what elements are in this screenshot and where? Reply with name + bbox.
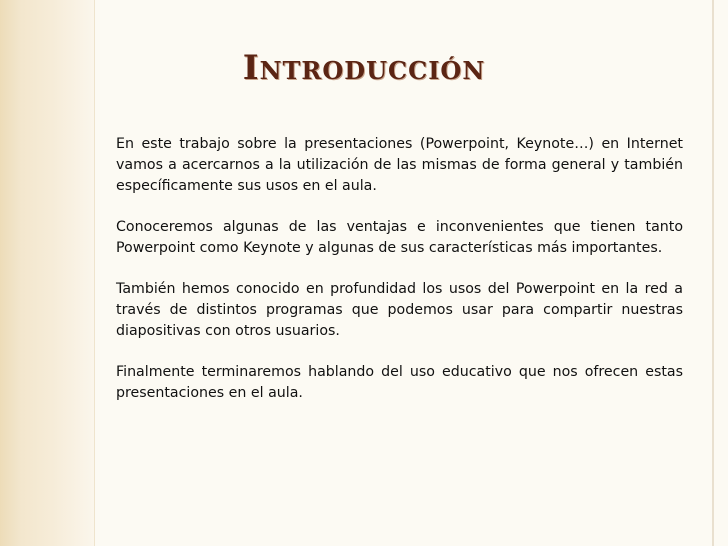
paragraph-1: En este trabajo sobre la presentaciones (Powerpoint, Keynote…) en Internet vamos a acercarnos a la utilización de las mismas de forma general y también específicamente sus usos en el aula.: [116, 136, 683, 194]
paragraph-3: También hemos conocido en profundidad los usos del Powerpoint en la red a través de distintos programas que podemos usar para compartir nuestras diapositivas con otros usuarios.: [116, 281, 683, 339]
paragraph-2: Conoceremos algunas de las ventajas e inconvenientes que tienen tanto Powerpoint como Keynote y algunas de sus características más importantes.: [116, 219, 683, 256]
slide-body: [116, 134, 683, 424]
slide-title: Introducción: [242, 48, 486, 88]
paragraph-4: Finalmente terminaremos hablando del uso educativo que nos ofrecen estas presentaciones en el aula.: [116, 364, 683, 401]
